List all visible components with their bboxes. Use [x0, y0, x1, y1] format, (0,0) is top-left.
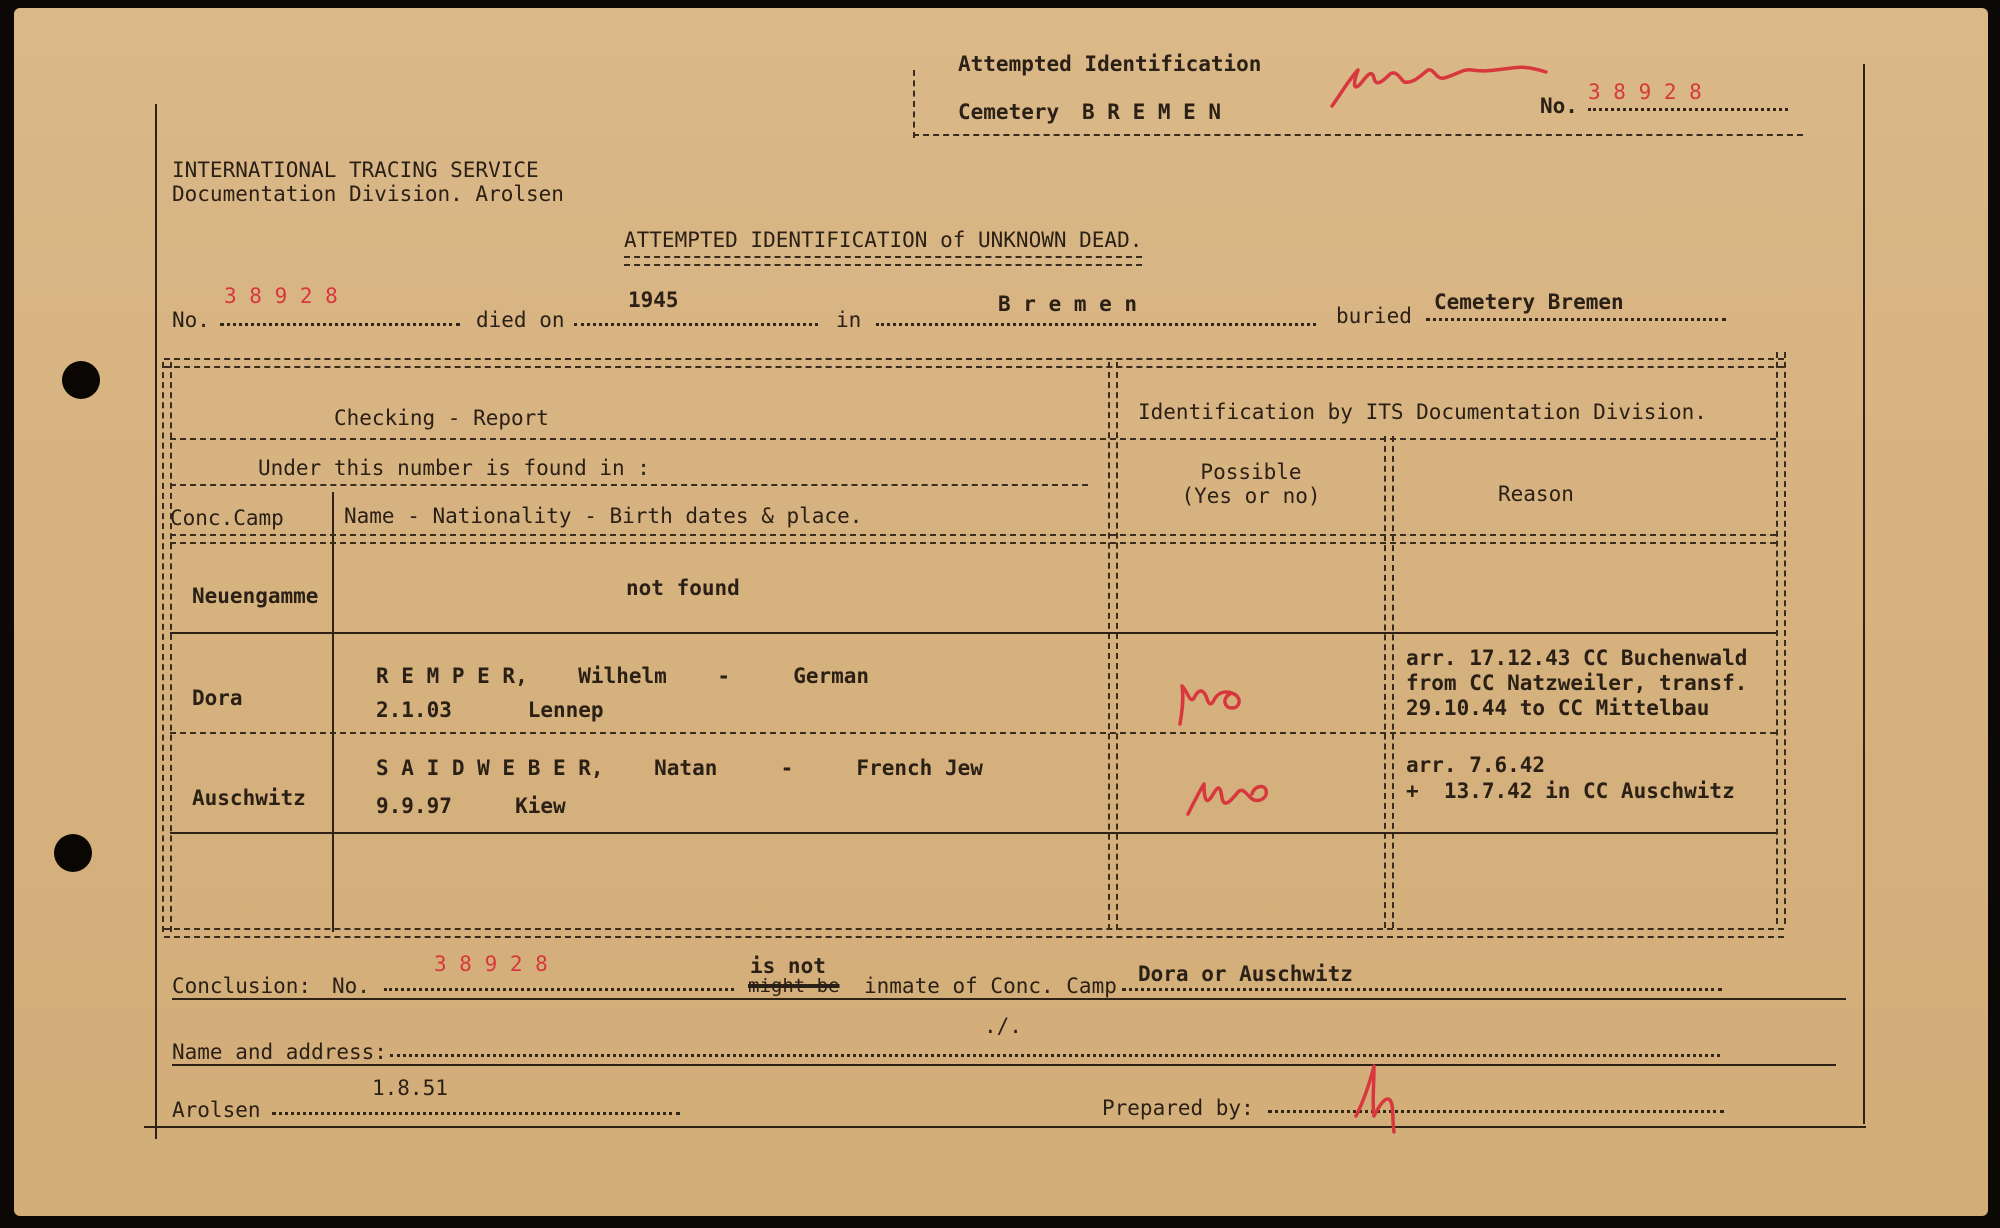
col-reason-header: Reason [1498, 482, 1574, 506]
conclusion-camp-value: Dora or Auschwitz [1138, 962, 1353, 986]
conclusion-inmate-text: inmate of Conc. Camp [864, 974, 1117, 998]
conclusion-underline [172, 998, 1846, 1000]
table-row-3-name-line2: 9.9.97 Kiew [376, 794, 566, 818]
found-in-rule [170, 484, 1088, 486]
table-bottom-rule [164, 928, 1784, 938]
table-row-1-name: not found [626, 576, 740, 600]
document-title: ATTEMPTED IDENTIFICATION of UNKNOWN DEAD. [624, 228, 1143, 252]
record-in-label: in [836, 308, 862, 332]
table-row-3-camp: Auschwitz [192, 786, 306, 810]
footer-place-label: Arolsen [172, 1098, 261, 1122]
record-in-dots [876, 323, 1316, 326]
table-top-rule [164, 358, 1784, 368]
table-row-2-camp: Dora [192, 686, 243, 710]
table-row-2-name-line1: R E M P E R, Wilhelm - German [376, 664, 870, 688]
header-cemetery-label: Cemetery [958, 100, 1060, 124]
col-camp-header: Conc.Camp [170, 506, 284, 530]
table-reason-left-rule [1384, 436, 1394, 928]
org-line-1: INTERNATIONAL TRACING SERVICE [172, 158, 539, 182]
punch-hole-bottom [54, 834, 92, 872]
footer-date-value: 1.8.51 [372, 1076, 448, 1100]
conclusion-no-label: No. [332, 974, 370, 998]
header-no-dots [1588, 108, 1788, 111]
record-in-value: B r e m e n [998, 292, 1138, 316]
record-died-dots [574, 323, 818, 326]
record-buried-dots [1426, 318, 1726, 321]
header-box-left-rule [913, 70, 915, 138]
table-left-rule [162, 362, 172, 932]
prepared-by-label: Prepared by: [1102, 1096, 1254, 1120]
found-in-label: Under this number is found in : [258, 456, 650, 480]
checking-report-heading: Checking - Report [334, 406, 549, 430]
table-row-3-name-line1: S A I D W E B E R, Natan - French Jew [376, 756, 983, 780]
header-top-title: Attempted Identification [958, 52, 1262, 76]
table-row-3-rule [170, 832, 1776, 834]
table-camp-rule [332, 492, 334, 932]
table-row-2-rule [170, 732, 1776, 734]
record-buried-label: buried [1336, 304, 1412, 328]
table-subheader-rule [170, 438, 1776, 440]
table-row-3-reason: arr. 7.6.42 + 13.7.42 in CC Auschwitz [1406, 753, 1735, 803]
org-line-2: Documentation Division. Arolsen [172, 182, 564, 206]
document-title-underline [624, 256, 1142, 266]
record-no-value: 3 8 9 2 8 [224, 284, 338, 308]
table-row-1-rule [170, 632, 1776, 634]
top-signature-handwriting [1324, 48, 1554, 118]
table-row-1-camp: Neuengamme [192, 584, 319, 608]
record-died-label: died on [476, 308, 565, 332]
card-right-rule [1863, 64, 1865, 1124]
name-address-label: Name and address: [172, 1040, 387, 1064]
conclusion-struck-word: might be [748, 975, 840, 997]
table-header-bottom-rule [170, 534, 1776, 544]
conclusion-no-value: 3 8 9 2 8 [434, 952, 548, 976]
record-buried-value: Cemetery Bremen [1434, 290, 1624, 314]
conclusion-is-not: is not [750, 954, 826, 978]
record-card [14, 8, 1988, 1216]
punch-hole-top [62, 361, 100, 399]
table-row-2-name-line2: 2.1.03 Lennep [376, 698, 604, 722]
name-address-dots [390, 1054, 1720, 1057]
header-cemetery-value: B R E M E N [1082, 100, 1222, 124]
name-address-underline [172, 1064, 1836, 1066]
table-possible-left-rule [1108, 362, 1118, 930]
table-row-2-reason: arr. 17.12.43 CC Buchenwald from CC Natzweiler, transf. 29.10.44 to CC Mittelbau [1406, 646, 1748, 720]
header-no-label: No. [1540, 94, 1578, 118]
initials-handwriting [1350, 1060, 1410, 1140]
prepared-by-dots [1268, 1110, 1724, 1113]
table-right-rule [1776, 352, 1786, 924]
card-bottom-rule [144, 1126, 1866, 1128]
record-no-dots [220, 323, 460, 326]
conclusion-label: Conclusion: [172, 974, 312, 998]
record-no-label: No. [172, 308, 210, 332]
footer-date-dots [272, 1112, 680, 1115]
conclusion-no-dots [384, 988, 734, 991]
table-row-3-possible-handwriting [1182, 768, 1282, 818]
header-no-value: 3 8 9 2 8 [1588, 80, 1702, 104]
col-possible-header: Possible (Yes or no) [1181, 460, 1321, 508]
col-name-header: Name - Nationality - Birth dates & place. [344, 504, 863, 528]
table-row-2-possible-handwriting [1170, 668, 1260, 728]
conclusion-camp-dots [1122, 988, 1722, 991]
header-box-bottom-rule [913, 134, 1803, 136]
card-left-rule [155, 104, 157, 1139]
continuation-mark: ./. [984, 1014, 1022, 1038]
record-died-value: 1945 [628, 288, 679, 312]
identification-heading: Identification by ITS Documentation Division. [1138, 400, 1707, 424]
